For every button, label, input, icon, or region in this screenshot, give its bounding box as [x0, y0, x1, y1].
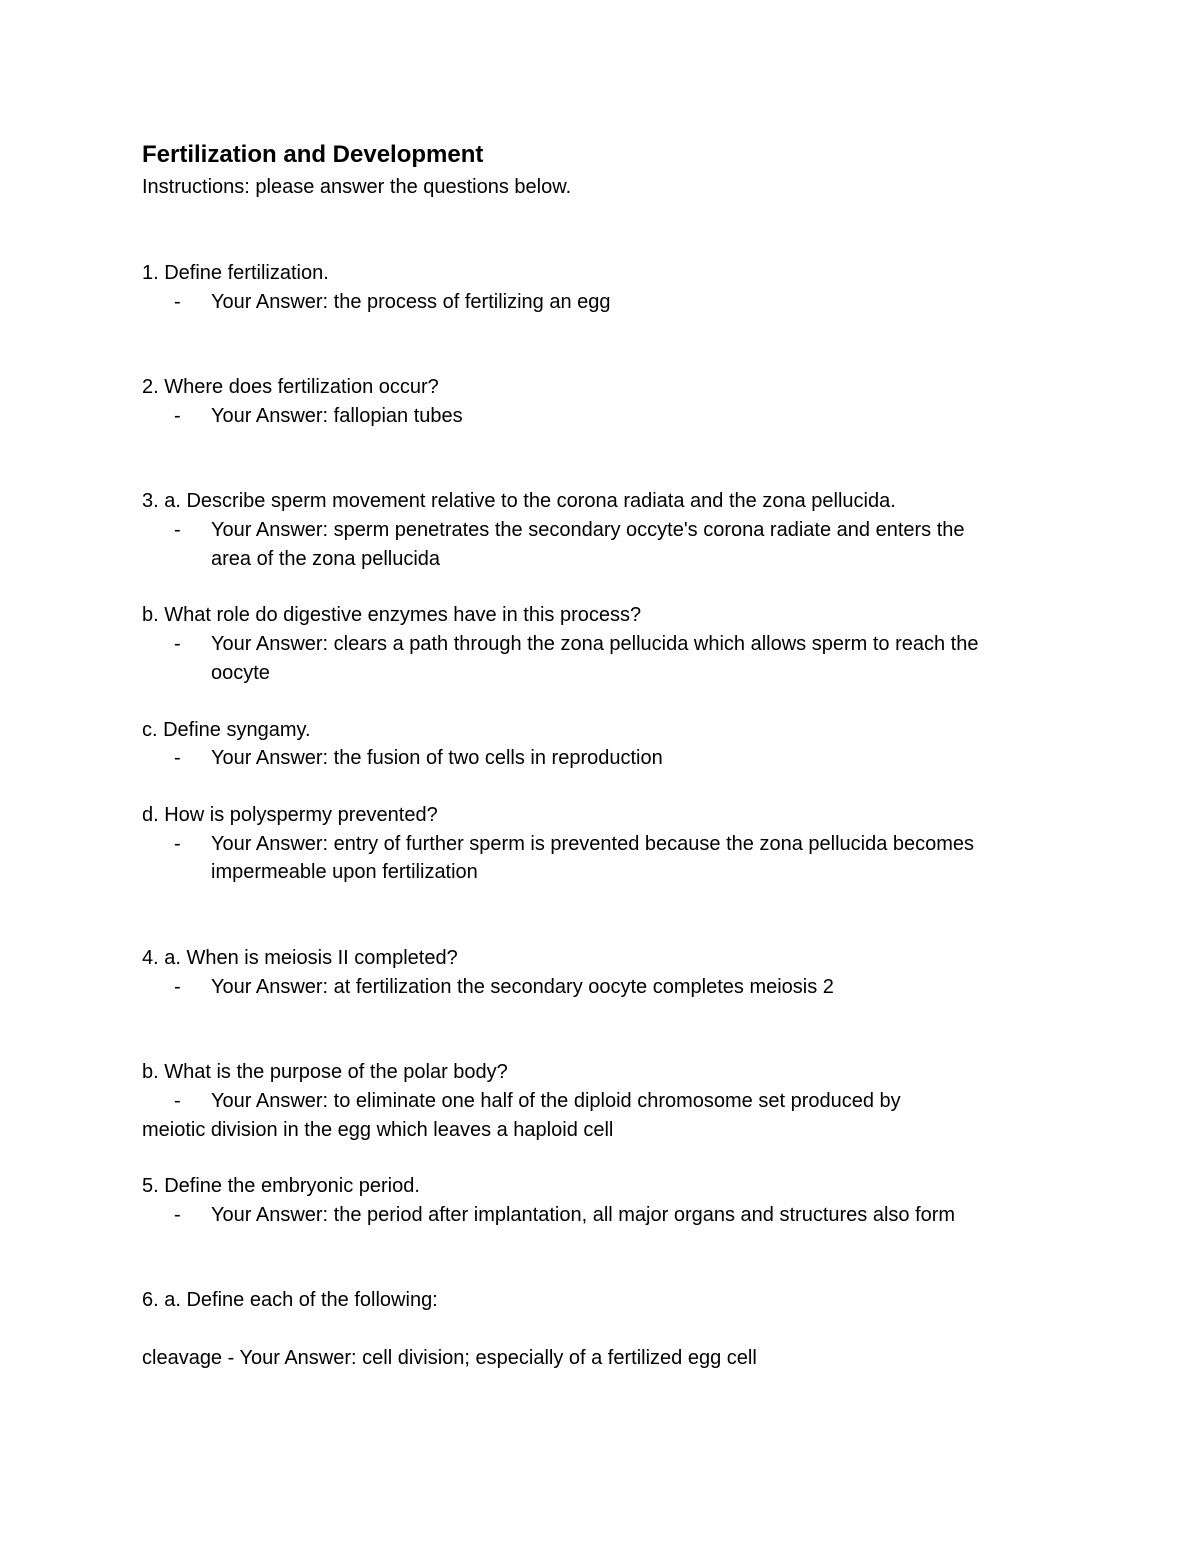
- answer-3c: Your Answer: the fusion of two cells in reproduction: [211, 747, 663, 769]
- answer-bullet: -: [174, 405, 181, 427]
- answer-3a-line-2: area of the zona pellucida: [211, 548, 441, 570]
- answer-5: Your Answer: the period after implantation, all major organs and structures also form: [211, 1204, 956, 1226]
- question-3c: c. Define syngamy.: [142, 719, 311, 741]
- answer-4b-line-2: meiotic division in the egg which leaves a haploid cell: [142, 1119, 614, 1141]
- answer-3a-line-1: Your Answer: sperm penetrates the secondary occyte's corona radiate and enters the: [211, 519, 965, 541]
- answer-4b-line-1: Your Answer: to eliminate one half of the diploid chromosome set produced by: [211, 1090, 901, 1112]
- question-1: 1. Define fertilization.: [142, 262, 329, 284]
- answer-3d-line-1: Your Answer: entry of further sperm is prevented because the zona pellucida becomes: [211, 833, 975, 855]
- answer-bullet: -: [174, 1204, 181, 1226]
- question-2: 2. Where does fertilization occur?: [142, 376, 439, 398]
- answer-1: Your Answer: the process of fertilizing an egg: [211, 291, 611, 313]
- answer-bullet: -: [174, 976, 181, 998]
- answer-bullet: -: [174, 519, 181, 541]
- answer-3d-line-2: impermeable upon fertilization: [211, 861, 478, 883]
- answer-bullet: -: [174, 833, 181, 855]
- instructions-text: Instructions: please answer the questions below.: [142, 176, 572, 198]
- answer-bullet: -: [174, 633, 181, 655]
- answer-bullet: -: [174, 747, 181, 769]
- answer-4a: Your Answer: at fertilization the secondary oocyte completes meiosis 2: [211, 976, 834, 998]
- question-3a: 3. a. Describe sperm movement relative to the corona radiata and the zona pellucida.: [142, 490, 896, 512]
- answer-bullet: -: [174, 291, 181, 313]
- question-5: 5. Define the embryonic period.: [142, 1175, 420, 1197]
- question-4a: 4. a. When is meiosis II completed?: [142, 947, 458, 969]
- question-3b: b. What role do digestive enzymes have in this process?: [142, 604, 642, 626]
- question-3d: d. How is polyspermy prevented?: [142, 804, 438, 826]
- answer-cleavage: cleavage - Your Answer: cell division; especially of a fertilized egg cell: [142, 1347, 757, 1369]
- answer-bullet: -: [174, 1090, 181, 1112]
- answer-3b-line-1: Your Answer: clears a path through the zona pellucida which allows sperm to reach the: [211, 633, 979, 655]
- question-4b: b. What is the purpose of the polar body?: [142, 1061, 508, 1083]
- question-6a: 6. a. Define each of the following:: [142, 1289, 438, 1311]
- answer-2: Your Answer: fallopian tubes: [211, 405, 463, 427]
- document-title: Fertilization and Development: [142, 141, 484, 168]
- answer-3b-line-2: oocyte: [211, 662, 270, 684]
